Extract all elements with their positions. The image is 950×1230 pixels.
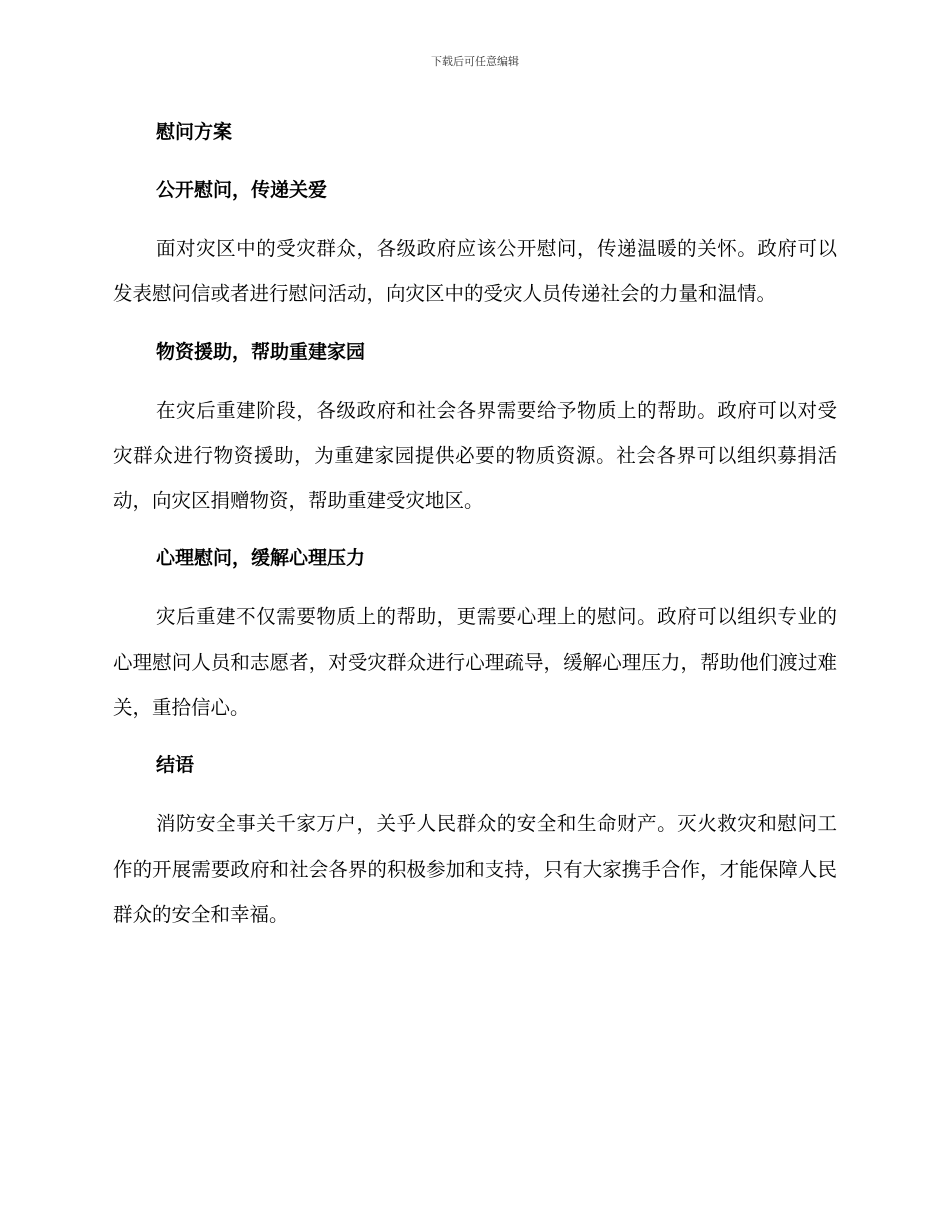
section-title: 慰问方案 xyxy=(156,121,233,143)
heading-conclusion: 结语 xyxy=(156,754,195,777)
heading-psychological-support: 心理慰问，缓解心理压力 xyxy=(156,547,366,570)
page-header: 下载后可任意编辑 xyxy=(431,55,519,68)
paragraph-psychological-support: 灾后重建不仅需要物质上的帮助，更需要心理上的慰问。政府可以组织专业的心理慰问人员和志愿者，对受灾群众进行心理疏导，缓解心理压力，帮助他们渡过难关，重拾信心。 xyxy=(113,605,837,720)
paragraph-conclusion: 消防安全事关千家万户，关乎人民群众的安全和生命财产。灭火救灾和慰问工作的开展需要政府和社会各界的积极参加和支持，只有大家携手合作，才能保障人民群众的安全和幸福。 xyxy=(113,812,837,926)
document-body xyxy=(113,110,837,937)
heading-public-condolence: 公开慰问，传递关爱 xyxy=(156,179,328,201)
paragraph-public-condolence: 面对灾区中的受灾群众，各级政府应该公开慰问，传递温暖的关怀。政府可以发表慰问信或者进行慰问活动，向灾区中的受灾人员传递社会的力量和温情。 xyxy=(113,237,837,306)
heading-material-aid: 物资援助，帮助重建家园 xyxy=(156,340,366,363)
paragraph-material-aid: 在灾后重建阶段，各级政府和社会各界需要给予物质上的帮助。政府可以对受灾群众进行物资援助，为重建家园提供必要的物质资源。社会各界可以组织募捐活动，向灾区捐赠物资，帮助重建受灾地区。 xyxy=(113,398,837,513)
